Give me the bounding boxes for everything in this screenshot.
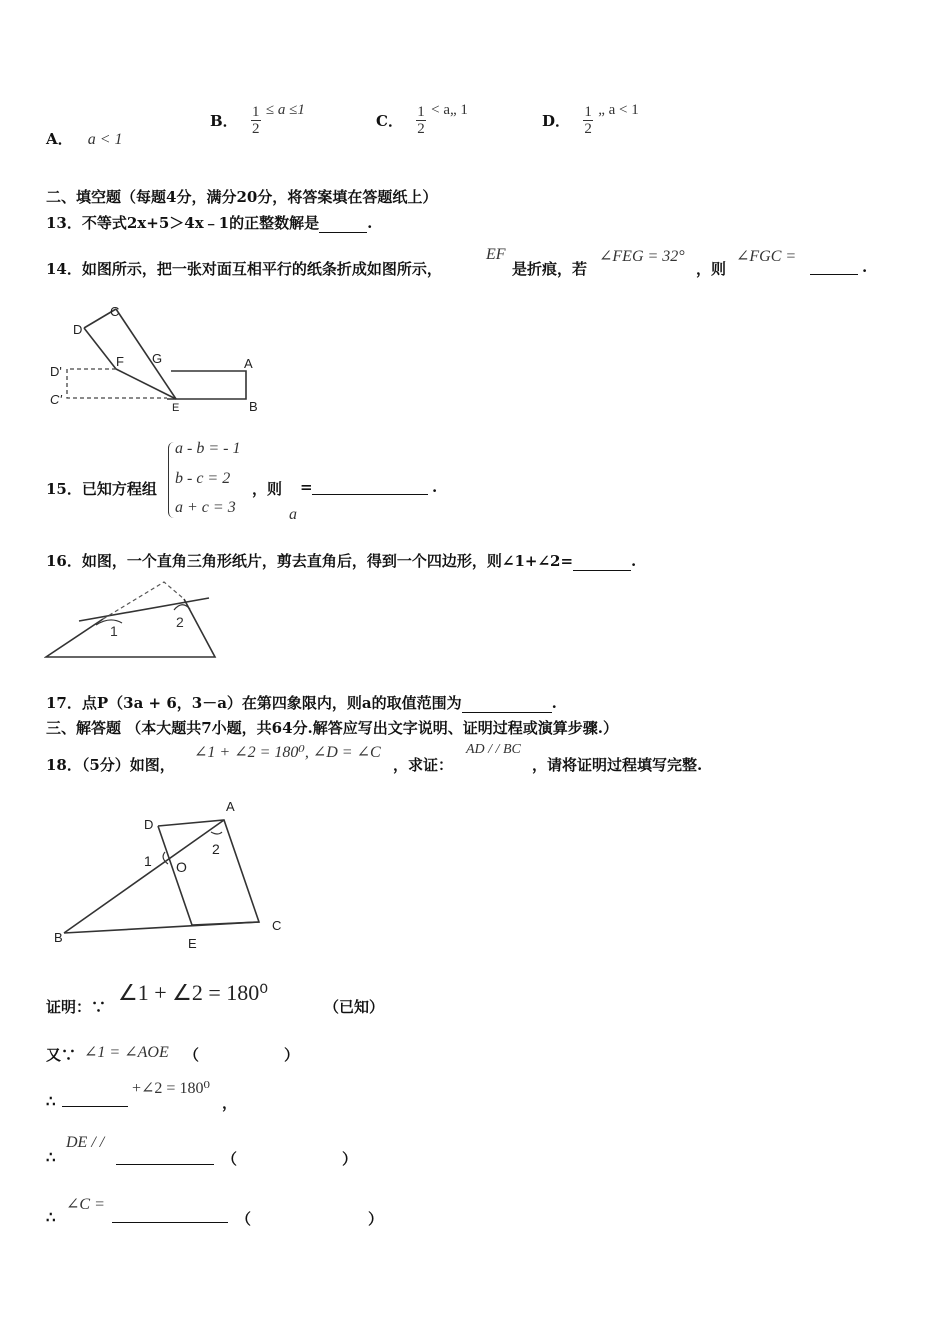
label-d: D <box>73 322 83 337</box>
label-c-prime: C' <box>50 392 62 407</box>
quadrilateral-sides <box>46 599 215 657</box>
equation-2: b - c = 2 <box>175 470 231 487</box>
label-e: E <box>172 402 180 414</box>
equation-system-brace <box>168 442 175 518</box>
segment-df <box>84 328 116 369</box>
removed-corner-dashed <box>103 582 184 619</box>
reason-blank-2[interactable] <box>202 1042 282 1060</box>
proof-line-3: ∴ +∠2 = 180⁰ ， <box>46 1080 238 1112</box>
answer-blank-proof-4[interactable] <box>116 1148 214 1165</box>
label-g: G <box>152 351 163 366</box>
fold-line-fe <box>116 369 176 399</box>
question-13: 13．不等式2x+5＞4x﹣1的正整数解是 . <box>46 214 373 232</box>
reason-blank-4[interactable] <box>240 1148 340 1166</box>
label-angle-1: 1 <box>110 623 118 639</box>
label-f: F <box>116 354 124 369</box>
label-c: C <box>110 304 120 319</box>
question-17: 17．点P（3a + 6，3－a）在第四象限内，则a的取值范围为 . <box>46 694 557 712</box>
label-angle-2: 2 <box>212 841 220 857</box>
question-14: 14．如图所示，把一张对面互相平行的纸条折成如图所示， EF 是折痕，若 ∠FEG = 32° ，则 ∠FGC = . <box>46 246 868 278</box>
option-c: C． $\frac{1}{2}$ < a„ 1 <box>376 102 468 137</box>
proof-line-5: ∴ ∠C = （ ） <box>46 1196 384 1228</box>
equation-3: a + c = 3 <box>175 499 236 516</box>
answer-blank-proof-3[interactable] <box>62 1090 128 1107</box>
label-angle-1: 1 <box>144 853 152 869</box>
label-angle-2: 2 <box>176 614 184 630</box>
reason-blank-5[interactable] <box>254 1206 364 1224</box>
answer-blank-13[interactable] <box>319 218 367 233</box>
option-d: D． $\frac{1}{2}$ „ a < 1 <box>542 102 639 137</box>
strip-rect <box>167 371 246 399</box>
proof-line-2: 又∵ ∠1 = ∠AOE （ ） <box>46 1044 300 1064</box>
angle-2-arc <box>211 832 222 834</box>
figure-14-folded-strip <box>46 300 276 420</box>
proof-line-4: ∴ DE / / （ ） <box>46 1134 358 1168</box>
answer-blank-14[interactable] <box>810 258 858 275</box>
label-a: A <box>226 799 235 814</box>
answer-blank-16[interactable] <box>573 556 631 571</box>
question-16: 16．如图，一个直角三角形纸片，剪去直角后，得到一个四边形，则∠1+∠2= . <box>46 552 637 570</box>
option-b: B． $\frac{1}{2}$ ≤ a ≤1 <box>210 102 305 137</box>
segment-bc <box>64 922 259 933</box>
label-c: C <box>272 918 282 933</box>
quadrilateral-daec <box>158 820 259 925</box>
dashed-original-strip <box>67 369 167 398</box>
segment-ba <box>64 820 224 933</box>
label-b: B <box>54 930 63 945</box>
section3-heading: 三、解答题 （本大题共7小题，共64分.解答应写出文字说明、证明过程或演算步骤.） <box>46 719 618 737</box>
fraction-denominator: a <box>289 506 297 523</box>
label-o: O <box>176 859 187 875</box>
equation-1: a - b = - 1 <box>175 440 241 457</box>
label-b: B <box>249 399 258 414</box>
label-d: D <box>144 817 154 832</box>
answer-blank-15[interactable] <box>312 478 428 495</box>
answer-blank-proof-5[interactable] <box>112 1206 228 1223</box>
segment-ce <box>116 309 176 399</box>
answer-blank-17[interactable] <box>462 698 552 713</box>
question-15: 15．已知方程组 a - b = - 1 b - c = 2 a + c = 3 ，则 = a . <box>46 440 438 523</box>
question-18: 18．（5分）如图， ∠1 + ∠2 = 180⁰, ∠D = ∠C ，求证： AD / / BC ，请将证明过程填写完整. <box>46 742 703 774</box>
section2-heading: 二、填空题（每题4分，满分20分，将答案填在答题纸上） <box>46 188 438 206</box>
label-a: A <box>244 356 253 371</box>
proof-line-1: 证明：∵ ∠1 + ∠2 = 180⁰ （已知） <box>46 980 385 1016</box>
figure-18-quadrilateral <box>46 792 296 952</box>
label-d-prime: D' <box>50 364 62 379</box>
figure-16-cut-triangle <box>44 576 224 662</box>
option-a: A． a < 1 <box>46 130 123 148</box>
label-e: E <box>188 936 197 951</box>
